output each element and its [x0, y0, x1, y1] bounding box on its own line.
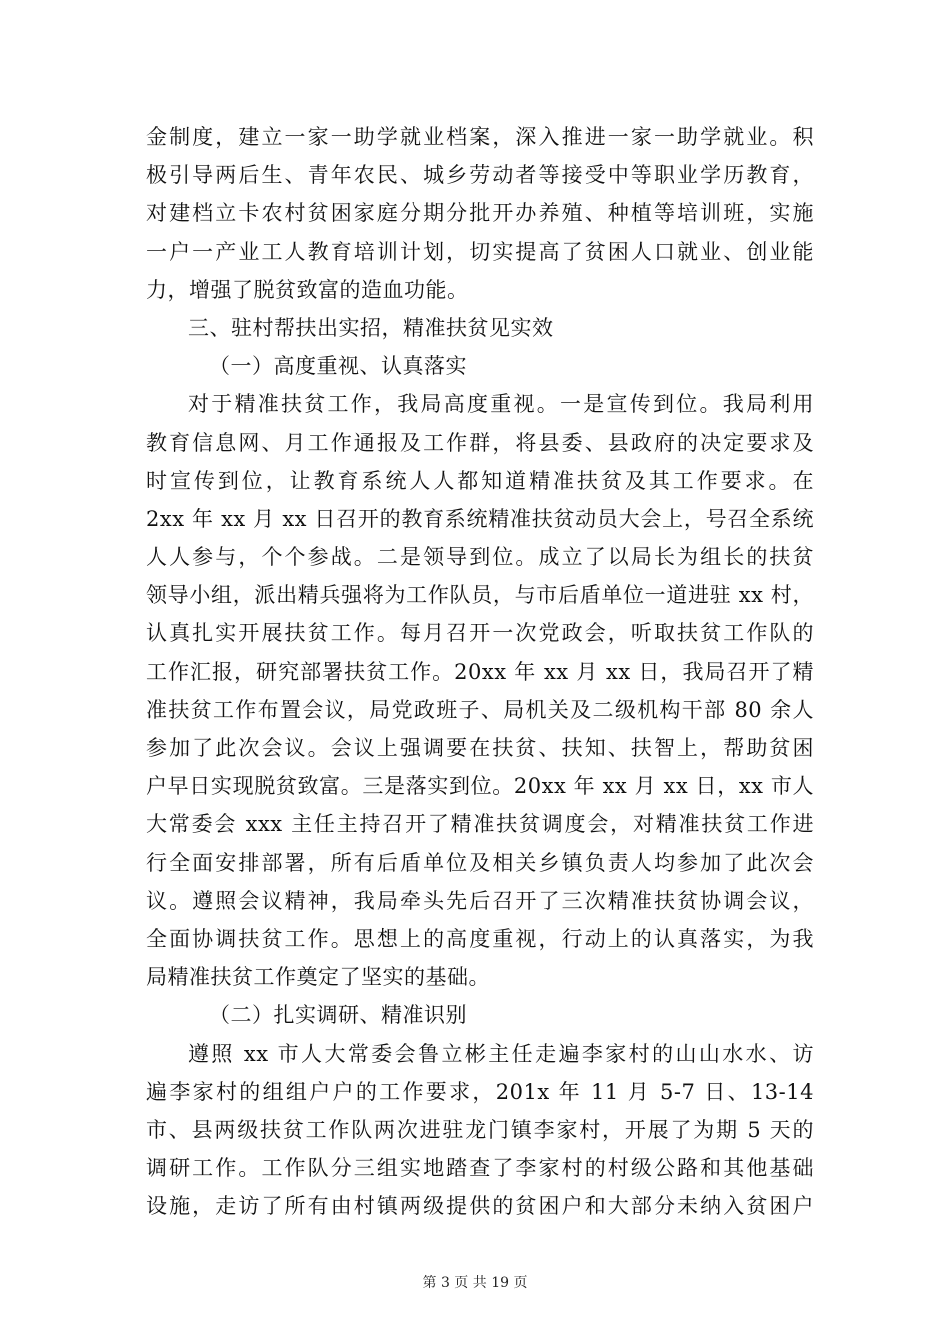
document-body	[146, 118, 814, 1225]
body-line: 时宣传到位，让教育系统人人都知道精准扶贫及其工作要求。在	[146, 468, 814, 493]
body-line: 户早日实现脱贫致富。三是落实到位。20xx 年 xx 月 xx 日，xx 市人	[146, 774, 814, 799]
body-line: 金制度，建立一家一助学就业档案，深入推进一家一助学就业。积	[146, 125, 814, 149]
subsection-heading: （二）扎实调研、精准识别	[209, 1003, 467, 1028]
paragraph-first-line: 遵照 xx 市人大常委会鲁立彬主任走遍李家村的山山水水、访	[188, 1041, 814, 1066]
body-line: 大常委会 xxx 主任主持召开了精准扶贫调度会，对精准扶贫工作进	[146, 812, 814, 837]
body-line: 调研工作。工作队分三组实地踏查了李家村的村级公路和其他基础	[146, 1156, 814, 1181]
body-line: 行全面安排部署，所有后盾单位及相关乡镇负责人均参加了此次会	[146, 850, 814, 875]
page-number-footer: 第 3 页 共 19 页	[422, 1275, 528, 1291]
body-line: 认真扎实开展扶贫工作。每月召开一次党政会，听取扶贫工作队的	[146, 621, 814, 646]
body-line: 议。遵照会议精神，我局牵头先后召开了三次精准扶贫协调会议，	[146, 888, 814, 913]
body-line: 力，增强了脱贫致富的造血功能。	[146, 277, 469, 302]
section-heading: 三、驻村帮扶出实招，精准扶贫见实效	[188, 315, 554, 340]
body-line: 领导小组，派出精兵强将为工作队员，与市后盾单位一道进驻 xx 村，	[146, 583, 814, 608]
body-line: 极引导两后生、青年农民、城乡劳动者等接受中等职业学历教育，	[146, 163, 814, 188]
body-line: 遍李家村的组组户户的工作要求，201x 年 11 月 5-7 日、13-14	[146, 1079, 814, 1104]
body-line: 一户一产业工人教育培训计划，切实提高了贫困人口就业、创业能	[146, 239, 814, 264]
body-line: 准扶贫工作布置会议，局党政班子、局机关及二级机构干部 80 余人	[146, 697, 814, 722]
body-line: 人人参与，个个参战。二是领导到位。成立了以局长为组长的扶贫	[146, 545, 814, 570]
paragraph-first-line: 对于精准扶贫工作，我局高度重视。一是宣传到位。我局利用	[188, 392, 814, 417]
body-line: 对建档立卡农村贫困家庭分期分批开办养殖、种植等培训班，实施	[146, 201, 814, 226]
body-line: 设施，走访了所有由村镇两级提供的贫困户和大部分未纳入贫困户	[146, 1194, 814, 1219]
body-line: 工作汇报，研究部署扶贫工作。20xx 年 xx 月 xx 日，我局召开了精	[146, 659, 814, 684]
subsection-heading: （一）高度重视、认真落实	[209, 354, 467, 379]
body-line: 市、县两级扶贫工作队两次进驻龙门镇李家村，开展了为期 5 天的	[146, 1117, 814, 1142]
body-line: 教育信息网、月工作通报及工作群，将县委、县政府的决定要求及	[146, 430, 814, 455]
body-line: 局精准扶贫工作奠定了坚实的基础。	[146, 965, 490, 990]
body-line: 2xx 年 xx 月 xx 日召开的教育系统精准扶贫动员大会上，号召全系统	[146, 506, 814, 531]
body-line: 参加了此次会议。会议上强调要在扶贫、扶知、扶智上，帮助贫困	[146, 736, 814, 760]
body-line: 全面协调扶贫工作。思想上的高度重视，行动上的认真落实，为我	[146, 926, 814, 951]
